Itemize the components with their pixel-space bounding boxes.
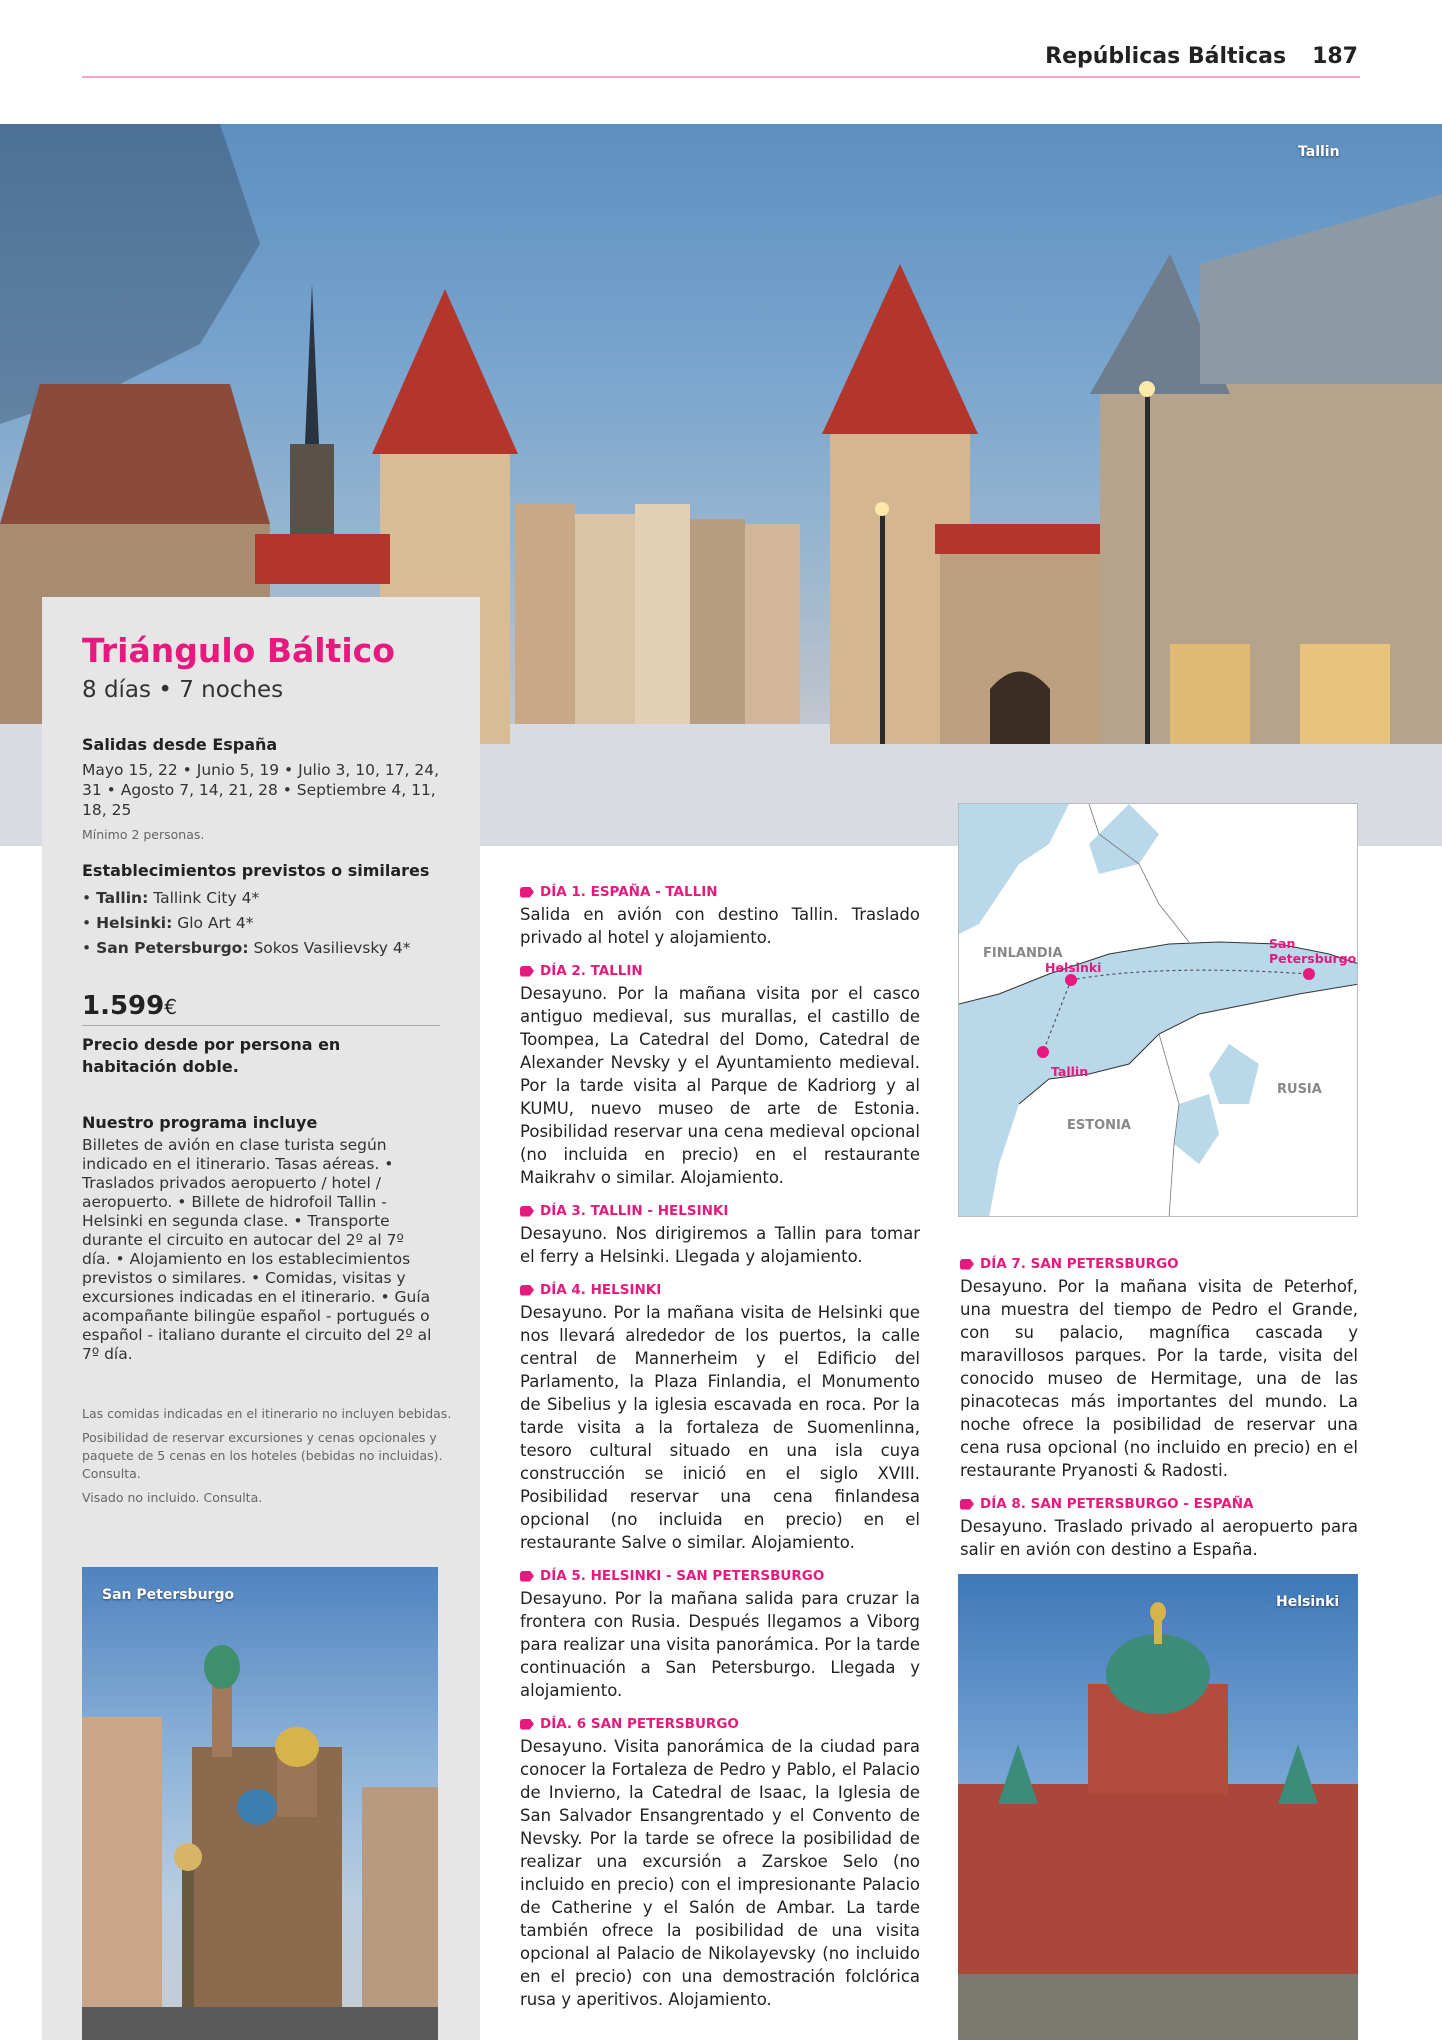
stpete-church-illustration — [82, 1567, 438, 2040]
map-illustration — [959, 804, 1358, 1217]
departures-heading: Salidas desde España — [82, 735, 278, 754]
day-heading: DÍA 2. TALLIN — [520, 963, 920, 979]
note-item: Las comidas indicadas en el itinerario no incluyen bebidas. — [82, 1406, 452, 1421]
hotels-heading: Establecimientos previstos o similares — [82, 861, 430, 880]
day-arrow-icon — [520, 887, 534, 898]
hotel-item: • San Petersburgo: Sokos Vasilievsky 4* — [82, 939, 411, 957]
map-country-label: FINLANDIA — [983, 946, 1063, 961]
day-arrow-icon — [520, 1571, 534, 1582]
day-text: Desayuno. Por la mañana visita de Helsinki que nos llevará alrededor de los puertos, la calle central de Mannerheim y el Edificio del Parlamento, la Plaza Finlandia, el Monumento de Sibelius y la iglesia escavada en roca. Por la tarde visita a la fortaleza de Suomenlinna, tesoro cultural situado en una isla cuya construcción se inició en el siglo XVIII. Posibilidad reservar una cena finlandesa opcional (no incluida en precio) en el restaurante Salve o similar. Alojamiento. — [520, 1303, 920, 1552]
minimum-people: Mínimo 2 personas. — [82, 827, 205, 842]
day-arrow-icon — [960, 1259, 974, 1270]
map-city-label: Tallin — [1051, 1064, 1089, 1079]
helsinki-cathedral-illustration — [958, 1574, 1358, 2040]
day-arrow-icon — [520, 1285, 534, 1296]
notes-section — [82, 1405, 452, 1507]
stpete-photo — [82, 1567, 438, 2040]
section-title: Repúblicas Bálticas — [1045, 44, 1287, 69]
hotel-item: • Tallin: Tallink City 4* — [82, 889, 260, 907]
day-text: Desayuno. Por la mañana visita por el casco antiguo medieval, sus murallas, el castillo de Toompea, La Catedral del Domo, Catedral de Alexander Nevsky y el Ayuntamiento medieval. Por la tarde visita al Parque de Kadriorg y al KUMU, nuevo museo de arte de Estonia. Posibilidad reservar una cena medieval opcional (no incluida en precio) en el restaurante Maikrahv o similar. Alojamiento. — [520, 984, 920, 1187]
map-city-label: Helsinki — [1045, 960, 1102, 975]
page-number: 187 — [1312, 44, 1358, 69]
map-city-label: San Petersburgo — [1269, 936, 1357, 966]
helsinki-caption: Helsinki — [1276, 1594, 1340, 1610]
note-item: Posibilidad de reservar excursiones y cenas opcionales y paquete de 5 cenas en los hoteles (bebidas no incluidas). Consulta. — [82, 1430, 443, 1481]
day-heading: DÍA 8. SAN PETERSBURGO - ESPAÑA — [960, 1496, 1358, 1512]
price-section — [82, 991, 440, 1078]
hotels-section — [82, 861, 440, 961]
stpete-caption: San Petersburgo — [102, 1587, 235, 1603]
departures-dates: Mayo 15, 22 • Junio 5, 19 • Julio 3, 10, 17, 24, 31 • Agosto 7, 14, 21, 28 • Septiembre 4, 11, 18, 25 — [82, 761, 440, 819]
price-divider — [82, 1025, 440, 1026]
departures-section — [82, 735, 440, 844]
day-text: Desayuno. Visita panorámica de la ciudad para conocer la Fortaleza de Pedro y Pablo, el Palacio de Invierno, la Catedral de Isaac, la Iglesia de San Salvador Ensangrentado y el Convento de Nevsky. Por la tarde se ofrece la posibilidad de realizar una excursión a Zarskoe Selo (no incluido en precio) con el impresionante Palacio de Catherine y el Salón de Ambar. La tarde también ofrece la posibilidad de una visita opcional al Palacio de Nikolayevsky (no incluido en el precio) con una demostración folclórica rusa y aperitivos. Alojamiento. — [520, 1737, 920, 2009]
price-note: Precio desde por persona en habitación doble. — [82, 1035, 341, 1076]
helsinki-photo — [958, 1574, 1358, 2040]
page-header — [1045, 44, 1358, 69]
helsinki-dot — [1065, 974, 1077, 986]
itinerary-column-2 — [960, 1256, 1358, 1561]
day-arrow-icon — [520, 1719, 534, 1730]
day-heading: DÍA 4. HELSINKI — [520, 1282, 920, 1298]
includes-heading: Nuestro programa incluye — [82, 1113, 318, 1132]
day-heading: DÍA. 6 SAN PETERSBURGO — [520, 1716, 920, 1732]
day-heading: DÍA 7. SAN PETERSBURGO — [960, 1256, 1358, 1272]
itinerary-column-1 — [520, 884, 920, 2011]
day-heading: DÍA 5. HELSINKI - SAN PETERSBURGO — [520, 1568, 920, 1584]
day-text: Desayuno. Por la mañana salida para cruzar la frontera con Rusia. Después llegamos a Viborg para realizar una visita panorámica. Por la tarde continuación a San Petersburgo. Llegada y alojamiento. — [520, 1589, 920, 1700]
map-country-label: ESTONIA — [1067, 1118, 1131, 1133]
day-text: Desayuno. Traslado privado al aeropuerto para salir en avión con destino a España. — [960, 1517, 1358, 1559]
includes-text: Billetes de avión en clase turista según indicado en el itinerario. Tasas aéreas. • Traslados privados aeropuerto / hotel / aeropuerto. • Billete de hidrofoil Tallin - Helsinki en segunda clase. • Transporte durante el circuito en autocar del 2º al 7º día. • Alojamiento en los establecimientos previstos o similares. • Comidas, visitas y excursiones indicadas en el itinerario. • Guía acompañante bilingüe español - portugués o español - italiano durante el circuito del 2º al 7º día. — [82, 1136, 432, 1363]
day-heading: DÍA 3. TALLIN - HELSINKI — [520, 1203, 920, 1219]
hero-caption: Tallin — [1298, 144, 1340, 160]
day-text: Desayuno. Por la mañana visita de Peterhof, una muestra del tiempo de Pedro el Grande, con su palacio, magnífica cascada y maravillosos parques. Por la tarde, visita del conocido museo de Hermitage, una de las pinacotecas más importantes del mundo. La noche ofrece la posibilidad de reservar una cena rusa opcional (no incluido en precio) en el restaurante Pryanosti & Radosti. — [960, 1277, 1358, 1480]
day-arrow-icon — [960, 1499, 974, 1510]
header-divider — [82, 76, 1360, 78]
day-heading: DÍA 1. ESPAÑA - TALLIN — [520, 884, 920, 900]
price-amount: 1.599€ — [82, 991, 177, 1021]
tour-title: Triángulo Báltico — [82, 631, 395, 670]
tour-duration: 8 días • 7 noches — [82, 677, 284, 703]
stpete-dot — [1303, 968, 1315, 980]
day-text: Salida en avión con destino Tallin. Traslado privado al hotel y alojamiento. — [520, 905, 920, 947]
note-item: Visado no incluido. Consulta. — [82, 1490, 263, 1505]
day-text: Desayuno. Nos dirigiremos a Tallin para tomar el ferry a Helsinki. Llegada y alojamiento. — [520, 1224, 920, 1266]
map-country-label: RUSIA — [1277, 1082, 1322, 1097]
route-map — [958, 803, 1358, 1217]
tallin-dot — [1037, 1046, 1049, 1058]
hotel-item: • Helsinki: Glo Art 4* — [82, 914, 254, 932]
day-arrow-icon — [520, 1206, 534, 1217]
includes-section — [82, 1113, 432, 1364]
day-arrow-icon — [520, 966, 534, 977]
